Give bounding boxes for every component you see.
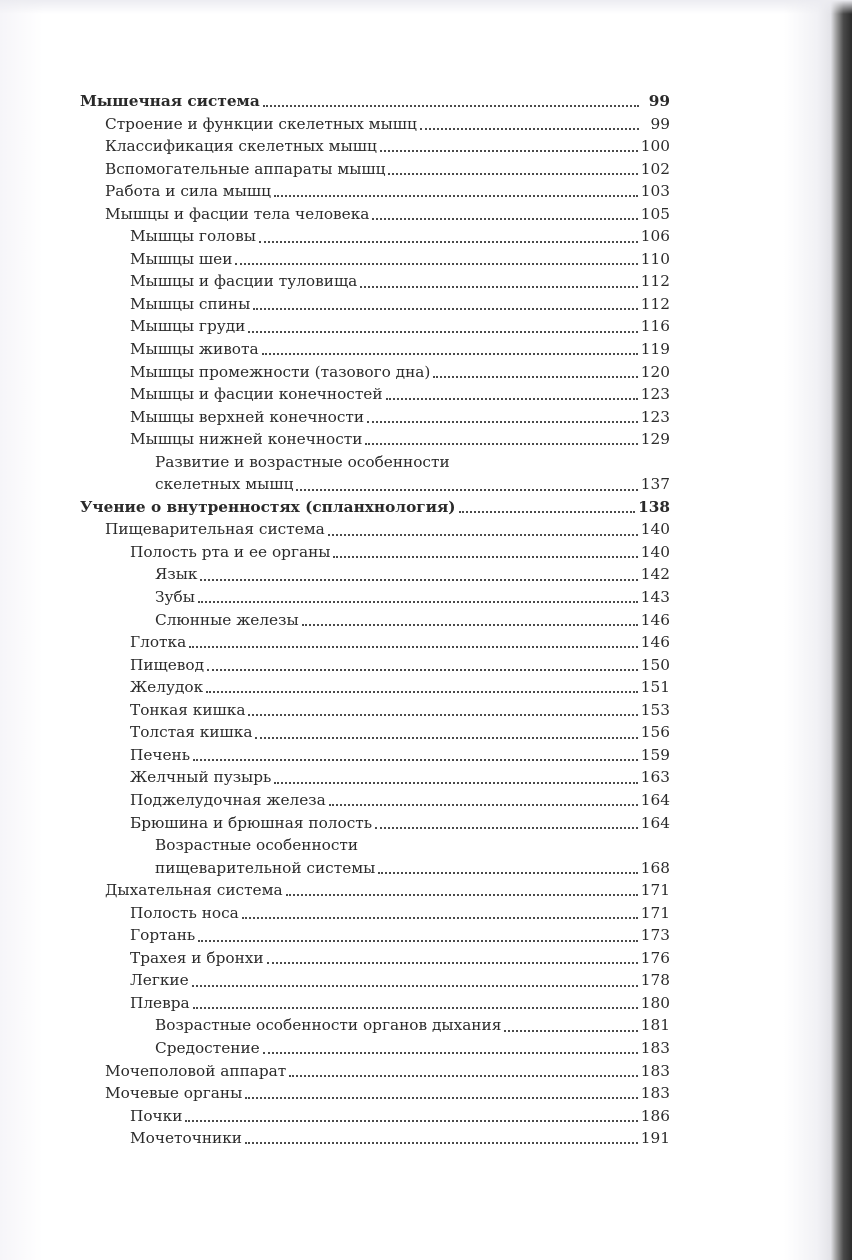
dot-leader [248, 331, 637, 333]
toc-entry [80, 383, 670, 406]
toc-entry-page-number: 186 [640, 1106, 670, 1125]
dot-leader [372, 218, 637, 220]
dot-leader [198, 601, 638, 603]
toc-entry [80, 609, 670, 632]
toc-entry-page-number: 183 [640, 1038, 670, 1057]
toc-entry-title: Глотка [130, 633, 187, 652]
toc-entry-title: Брюшина и брюшная полость [130, 813, 373, 832]
toc-entry [80, 1082, 670, 1105]
toc-entry-title: Мочевые органы [105, 1084, 243, 1103]
dot-leader [375, 827, 638, 829]
toc-entry [80, 879, 670, 902]
toc-entry-title: Мышцы промежности (тазового дна) [130, 362, 431, 381]
toc-entry-page-number: 143 [640, 588, 670, 607]
toc-entry-title: Строение и функции скелетных мышц [105, 114, 417, 133]
toc-entry [80, 1105, 670, 1128]
page-top-shadow [0, 0, 852, 14]
toc-entry [80, 721, 670, 744]
toc-entry-title: Учение о внутренностях (спланхнология) [80, 497, 456, 516]
dot-leader [365, 443, 637, 445]
toc-entry [80, 293, 670, 316]
toc-entry [80, 812, 670, 835]
toc-entry-page-number: 150 [640, 655, 670, 674]
dot-leader [388, 173, 637, 175]
toc-entry-title: Плевра [130, 993, 190, 1012]
toc-entry [80, 857, 670, 880]
toc-entry-title: Классификация скелетных мышц [105, 137, 377, 156]
toc-entry [80, 947, 670, 970]
toc-entry [80, 699, 670, 722]
toc-entry [80, 631, 670, 654]
toc-entry [80, 744, 670, 767]
toc-entry-title: Мышечная система [80, 92, 260, 110]
toc-entry-page-number: 178 [640, 971, 670, 990]
toc-entry-title: Трахея и бронхи [130, 948, 264, 967]
toc-entry-page-number: 140 [640, 542, 670, 561]
toc-entry-title: Печень [130, 745, 191, 764]
toc-entry-page-number: 123 [640, 385, 670, 404]
toc-entry [80, 361, 670, 384]
toc-entry-page-number: 146 [640, 610, 670, 629]
toc-entry-title: Мышцы живота [130, 340, 259, 359]
toc-entry-page-number: 140 [640, 520, 670, 539]
dot-leader [255, 737, 637, 739]
toc-entry-page-number: 99 [650, 114, 670, 133]
toc-entry [80, 586, 670, 609]
toc-entry-title: Мышцы шеи [130, 249, 233, 268]
toc-entry-page-number: 171 [640, 903, 670, 922]
toc-entry-page-number: 137 [640, 475, 670, 494]
toc-entry [80, 518, 670, 541]
toc-entry [80, 428, 670, 451]
toc-entry-page-number: 163 [640, 768, 670, 787]
toc-entry-title: Желчный пузырь [130, 768, 272, 787]
toc-entry-title: Мышцы верхней конечности [130, 407, 365, 426]
dot-leader [296, 489, 637, 491]
toc-entry-page-number: 181 [640, 1016, 670, 1035]
toc-entry-title: Зубы [155, 588, 195, 607]
dot-leader [263, 1052, 638, 1054]
toc-entry [80, 992, 670, 1015]
toc-entry-title: Мочеточники [130, 1129, 242, 1148]
dot-leader [248, 714, 637, 716]
toc-entry-page-number: 102 [640, 159, 670, 178]
toc-entry-page-number: 164 [640, 790, 670, 809]
toc-entry [80, 203, 670, 226]
toc-entry-title: Мышцы головы [130, 227, 256, 246]
toc-entry-title: Средостение [155, 1038, 260, 1057]
dot-leader [333, 556, 637, 558]
table-of-contents [80, 90, 670, 1150]
toc-entry-page-number: 156 [640, 723, 670, 742]
toc-entry [80, 834, 670, 857]
toc-entry-title: Полость носа [130, 903, 239, 922]
toc-entry-title: Мышцы и фасции тела человека [105, 204, 370, 223]
toc-entry [80, 563, 670, 586]
toc-entry-page-number: 164 [640, 813, 670, 832]
toc-entry-title: Дыхательная система [105, 881, 283, 900]
toc-entry-title: пищеварительной системы [155, 858, 376, 877]
toc-entry [80, 969, 670, 992]
toc-entry [80, 225, 670, 248]
toc-entry-page-number: 110 [640, 249, 670, 268]
dot-leader [267, 962, 638, 964]
dot-leader [253, 308, 638, 310]
dot-leader [245, 1097, 638, 1099]
toc-entry [80, 135, 670, 158]
toc-entry [80, 654, 670, 677]
dot-leader [504, 1030, 637, 1032]
toc-entry-page-number: 105 [640, 204, 670, 223]
dot-leader [235, 263, 637, 265]
toc-entry [80, 338, 670, 361]
toc-entry [80, 248, 670, 271]
toc-entry [80, 1127, 670, 1150]
toc-entry-title: Мышцы и фасции туловища [130, 272, 358, 291]
dot-leader [420, 128, 639, 130]
toc-entry-page-number: 129 [640, 430, 670, 449]
dot-leader [386, 398, 638, 400]
toc-entry-page-number: 176 [640, 948, 670, 967]
dot-leader [200, 579, 637, 581]
dot-leader [189, 646, 638, 648]
toc-entry-page-number: 112 [640, 294, 670, 313]
toc-entry [80, 496, 670, 519]
toc-entry [80, 473, 670, 496]
toc-entry-page-number: 116 [640, 317, 670, 336]
dot-leader [360, 286, 638, 288]
dot-leader [380, 150, 638, 152]
toc-entry-title: Поджелудочная железа [130, 790, 326, 809]
toc-entry [80, 180, 670, 203]
toc-entry [80, 315, 670, 338]
dot-leader [192, 985, 638, 987]
dot-leader [198, 940, 638, 942]
dot-leader [367, 421, 638, 423]
toc-entry-title: Пищеварительная система [105, 520, 325, 539]
toc-entry-title: Гортань [130, 926, 196, 945]
toc-entry-title: Мышцы спины [130, 294, 251, 313]
toc-entry-title: Мышцы и фасции конечностей [130, 385, 383, 404]
toc-entry-title: Язык [155, 565, 198, 584]
toc-entry-page-number: 106 [640, 227, 670, 246]
dot-leader [378, 872, 637, 874]
toc-entry [80, 924, 670, 947]
dot-leader [329, 804, 638, 806]
toc-entry-title: Развитие и возрастные особенности [155, 452, 450, 471]
toc-entry [80, 158, 670, 181]
toc-entry-page-number: 153 [640, 700, 670, 719]
toc-entry [80, 1037, 670, 1060]
toc-entry-title: Слюнные железы [155, 610, 299, 629]
toc-entry [80, 676, 670, 699]
dot-leader [274, 195, 638, 197]
dot-leader [328, 534, 638, 536]
dot-leader [302, 624, 638, 626]
toc-entry-title: Работа и сила мышц [105, 182, 271, 201]
toc-entry-page-number: 173 [640, 926, 670, 945]
dot-leader [242, 917, 638, 919]
toc-entry-title: Почки [130, 1106, 183, 1125]
toc-entry-page-number: 112 [640, 272, 670, 291]
dot-leader [193, 759, 638, 761]
dot-leader [259, 241, 638, 243]
toc-entry-title: Толстая кишка [130, 723, 253, 742]
toc-entry-title: Желудок [130, 678, 204, 697]
toc-entry [80, 541, 670, 564]
toc-entry-title: Легкие [130, 971, 189, 990]
toc-entry-title: Возрастные особенности органов дыхания [155, 1016, 502, 1035]
dot-leader [433, 376, 637, 378]
toc-entry-page-number: 142 [640, 565, 670, 584]
toc-entry-page-number: 183 [640, 1084, 670, 1103]
dot-leader [185, 1120, 637, 1122]
toc-entry-page-number: 191 [640, 1129, 670, 1148]
toc-entry-title: Пищевод [130, 655, 205, 674]
toc-entry-page-number: 120 [640, 362, 670, 381]
toc-entry-page-number: 171 [640, 881, 670, 900]
toc-entry-title: Вспомогательные аппараты мышц [105, 159, 386, 178]
dot-leader [207, 669, 638, 671]
toc-entry-page-number: 151 [640, 678, 670, 697]
dot-leader [289, 1075, 638, 1077]
toc-entry-page-number: 180 [640, 993, 670, 1012]
toc-entry [80, 1060, 670, 1083]
toc-entry-page-number: 99 [648, 92, 670, 110]
toc-entry-page-number: 103 [640, 182, 670, 201]
dot-leader [206, 691, 638, 693]
toc-entry [80, 766, 670, 789]
toc-entry-title: Возрастные особенности [155, 836, 359, 855]
dot-leader [245, 1142, 638, 1144]
toc-entry [80, 90, 670, 113]
toc-entry [80, 1014, 670, 1037]
toc-entry-title: Тонкая кишка [130, 700, 246, 719]
toc-entry-title: Полость рта и ее органы [130, 542, 331, 561]
toc-entry-page-number: 119 [640, 340, 670, 359]
toc-entry-page-number: 168 [640, 858, 670, 877]
toc-entry-title: Мышцы нижней конечности [130, 430, 363, 449]
dot-leader [274, 782, 637, 784]
toc-entry [80, 902, 670, 925]
dot-leader [286, 894, 638, 896]
dot-leader [193, 1007, 638, 1009]
toc-entry-page-number: 146 [640, 633, 670, 652]
toc-entry [80, 789, 670, 812]
toc-entry [80, 406, 670, 429]
toc-entry [80, 451, 670, 474]
toc-entry-title: Мышцы груди [130, 317, 246, 336]
dot-leader [459, 511, 636, 513]
toc-entry-page-number: 138 [638, 497, 670, 516]
toc-entry-page-number: 159 [640, 745, 670, 764]
toc-entry-page-number: 100 [640, 137, 670, 156]
toc-entry [80, 270, 670, 293]
dot-leader [262, 353, 638, 355]
dot-leader [263, 105, 639, 107]
toc-entry-title: Мочеполовой аппарат [105, 1061, 287, 1080]
toc-entry [80, 113, 670, 136]
toc-entry-title: скелетных мышц [155, 475, 294, 494]
toc-entry-page-number: 123 [640, 407, 670, 426]
toc-entry-page-number: 183 [640, 1061, 670, 1080]
